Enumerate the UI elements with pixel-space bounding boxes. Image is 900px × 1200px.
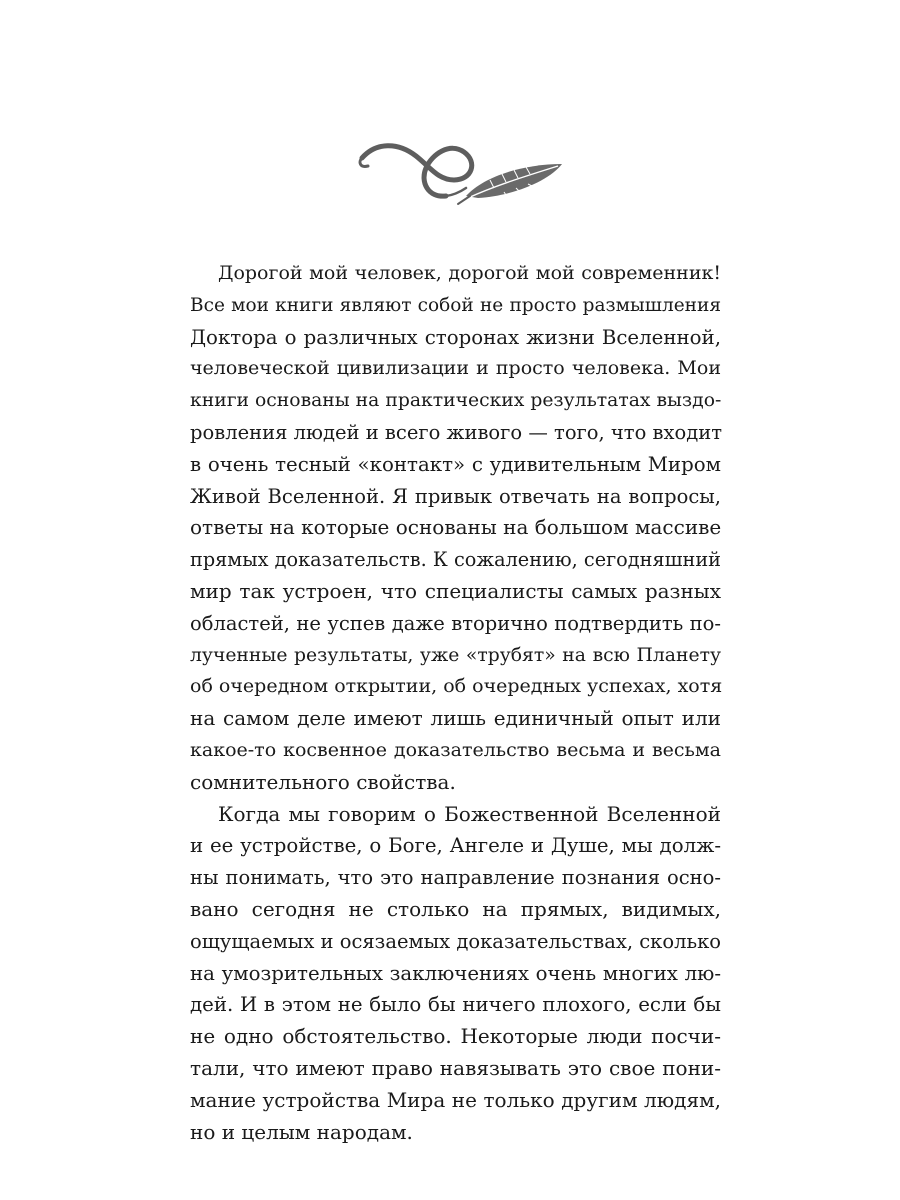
text-line: ответы на которые основаны на большом массиве (190, 515, 722, 540)
text-line: Все мои книги являют собой не просто размышления (190, 294, 721, 316)
text-line: лученные результаты, уже «трубят» на всю Планету (190, 644, 721, 666)
text-line: не одно обстоятельство. Некоторые люди посчи- (190, 1024, 721, 1049)
text-line: ощущаемых и осязаемых доказательствах, сколько (190, 929, 722, 953)
text-line: областей, не успев даже вторично подтвердить по- (190, 611, 721, 635)
paragraph-1 (190, 258, 721, 799)
text-line: Доктора о различных сторонах жизни Вселенной, (190, 325, 721, 349)
text-line: прямых доказательств. К сожалению, сегодняшний (190, 548, 721, 572)
text-line: в очень тесный «контакт» с удивительным Миром (190, 452, 721, 476)
text-line: дей. И в этом не было бы ничего плохого, если бы (190, 993, 721, 1017)
paragraph-2 (190, 799, 721, 1149)
text-line: тали, что имеют право навязывать это свое пони- (190, 1055, 721, 1080)
text-line: об очередном открытии, об очередных успехах, хотя (190, 675, 723, 698)
text-line: на умозрительных заключениях очень многих лю- (190, 961, 721, 985)
text-line: книги основаны на практических результатах выздо- (190, 390, 722, 412)
body-text (190, 258, 721, 1148)
text-line: человеческой цивилизации и просто человека. Мои (190, 357, 721, 380)
text-line: но и целым народам. (190, 1119, 413, 1144)
text-line: мание устройства Мира не только другим людям, (190, 1087, 721, 1112)
infinity-feather-icon (354, 136, 566, 212)
text-line: вано сегодня не столько на прямых, видимых, (190, 896, 721, 921)
text-line: Дорогой мой человек, дорогой мой современник! (218, 262, 721, 284)
text-line: какое-то косвенное доказательство весьма и весьма (190, 738, 721, 761)
text-line: и ее устройстве, о Боге, Ангеле и Душе, мы долж- (190, 834, 721, 858)
text-line: ровления людей и всего живого — того, что входит (190, 420, 723, 444)
text-line: на самом деле имеют лишь единичный опыт или (190, 706, 721, 731)
text-line: ны понимать, что это направление познания осно- (190, 866, 721, 890)
text-line: сомнительного свойства. (190, 769, 456, 794)
text-line: Когда мы говорим о Божественной Вселенной (218, 801, 721, 826)
text-line: мир так устроен, что специалисты самых разных (190, 578, 721, 603)
text-line: Живой Вселенной. Я привык отвечать на вопросы, (190, 484, 721, 508)
